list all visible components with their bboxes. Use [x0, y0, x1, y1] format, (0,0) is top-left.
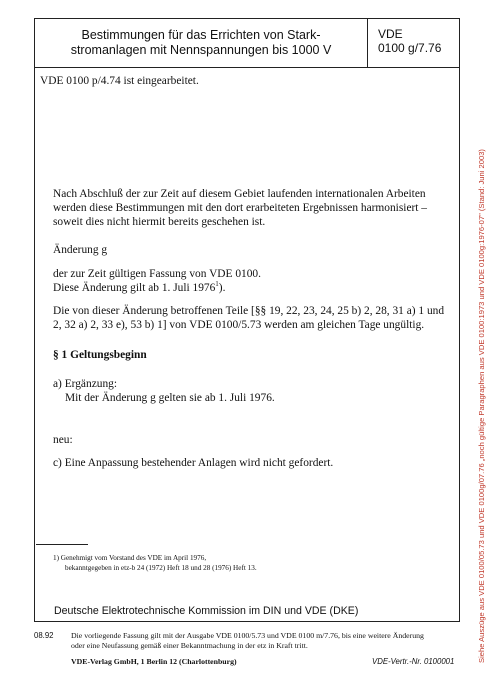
amendment-label: Änderung g — [53, 244, 108, 256]
incorporated-note: VDE 0100 p/4.74 ist eingearbeitet. — [40, 75, 199, 87]
standard-code — [368, 19, 459, 68]
valid-line-1: der zur Zeit gültigen Fassung von VDE 0100. — [53, 268, 261, 280]
valid-line-2-text: Diese Änderung gilt ab 1. Juli 1976 — [53, 282, 216, 294]
intro-line-3: soweit dies nicht hiermit bereits geschehen ist. — [53, 216, 266, 228]
code-line-2: 0100 g/7.76 — [378, 41, 442, 55]
code-line-1: VDE — [378, 27, 403, 41]
intro-line-1: Nach Abschluß der zur Zeit auf diesem Gebiet laufenden internationalen Arbeiten — [53, 188, 426, 200]
valid-line-2 — [53, 281, 225, 295]
footnote-line-1: 1) Genehmigt vom Vorstand des VDE im April 1976, — [53, 554, 207, 562]
title-line-1: Bestimmungen für das Errichten von Stark- — [81, 28, 321, 42]
title-line-2: stromanlagen mit Nennspannungen bis 1000 V — [70, 43, 332, 57]
footnote-line-2: bekanntgegeben in etz-b 24 (1972) Heft 18 und 28 (1976) Heft 13. — [65, 564, 257, 572]
footer-publisher: VDE-Verlag GmbH, 1 Berlin 12 (Charlottenburg) — [71, 657, 237, 666]
commission-name: Deutsche Elektrotechnische Kommission im DIN und VDE (DKE) — [54, 605, 359, 617]
new-label: neu: — [53, 434, 73, 446]
side-note: Siehe Auszüge aus VDE 0100/05.73 und VDE 0100g/07.76 „noch gültige Paragraphen aus VDE 0100:1973 und VDE 0100g:1976-07" (Stand: Juni 2003) — [477, 149, 486, 663]
footnote-reference: 1 — [215, 280, 219, 289]
footer-note-line-2: oder eine Neufassung gemäß einer Bekanntmachung in der etz in Kraft tritt. — [71, 641, 308, 650]
item-a-label: a) Ergänzung: — [53, 378, 117, 390]
valid-line-2-end: ). — [218, 282, 226, 294]
footer-date-code: 08.92 — [34, 631, 54, 640]
document-title — [35, 19, 368, 68]
parts-line-2: 2, 32 a) 2, 33 e), 53 b) 1] von VDE 0100/5.73 werden am gleichen Tage ungültig. — [53, 319, 425, 331]
footer-note-line-1: Die vorliegende Fassung gilt mit der Ausgabe VDE 0100/5.73 und VDE 0100 m/7.76, bis eine weitere Änderung — [71, 631, 424, 640]
parts-line-1: Die von dieser Änderung betroffenen Teile [§§ 19, 22, 23, 24, 25 b) 2, 28, 31 a) 1 und — [53, 305, 445, 317]
item-c-text: c) Eine Anpassung bestehender Anlagen wird nicht gefordert. — [53, 457, 334, 469]
intro-line-2: werden diese Bestimmungen mit den dort erarbeiteten Ergebnissen harmonisiert – — [53, 202, 427, 214]
item-a-text: Mit der Änderung g gelten sie ab 1. Juli 1976. — [65, 392, 275, 404]
section-heading: § 1 Geltungsbeginn — [53, 349, 147, 361]
footer-order-number: VDE-Vertr.-Nr. 0100001 — [372, 657, 455, 666]
footnote-divider — [36, 544, 88, 545]
